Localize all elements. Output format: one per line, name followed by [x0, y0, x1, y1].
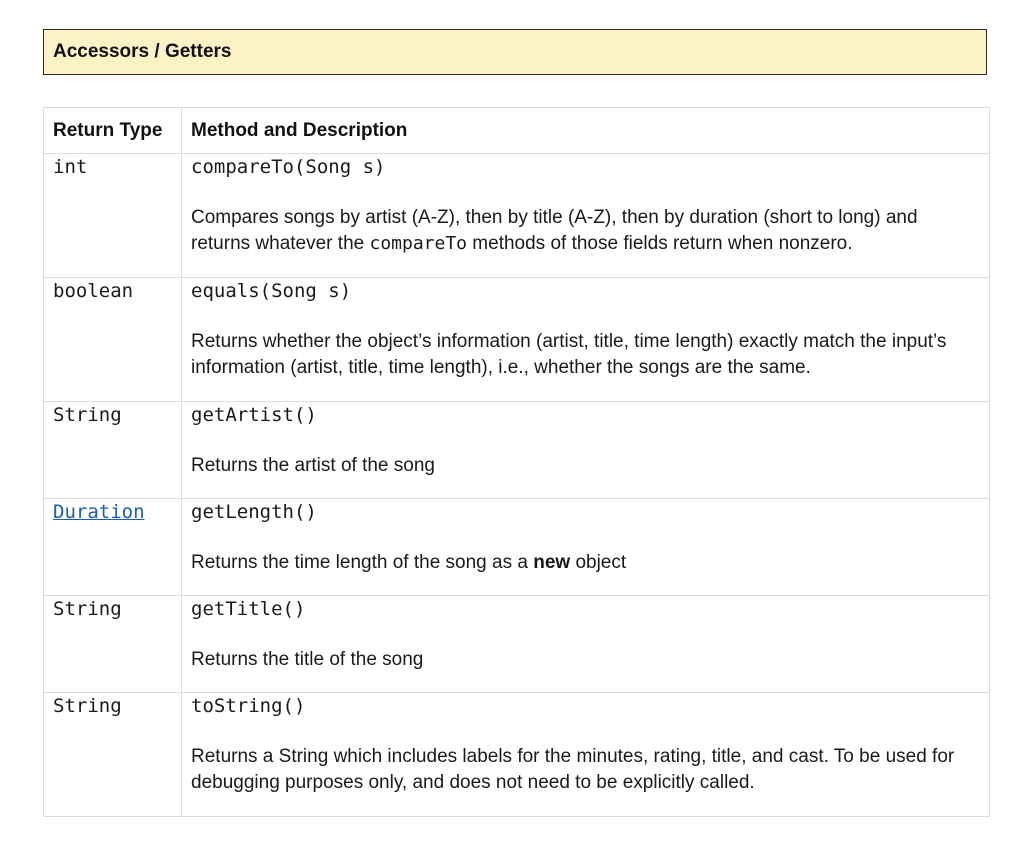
return-type-cell [44, 693, 182, 817]
return-type: String [53, 404, 122, 426]
return-type-cell [44, 499, 182, 596]
return-type: boolean [53, 280, 134, 302]
table-row [44, 278, 990, 402]
methods-table [43, 107, 990, 817]
return-type: String [53, 695, 122, 717]
method-cell [182, 693, 990, 817]
method-description: Returns the time length of the song as a new object [191, 552, 627, 573]
inline-code: compareTo [369, 233, 468, 254]
method-signature: getLength() [191, 501, 317, 523]
method-description: Compares songs by artist (A-Z), then by title (A-Z), then by duration (short to long) and returns whatever the compareTo methods of those fields return when nonzero. [191, 207, 918, 254]
method-signature: equals(Song s) [191, 280, 352, 302]
section-title: Accessors / Getters [53, 41, 232, 62]
method-description: Returns the title of the song [191, 649, 424, 670]
return-type-cell [44, 402, 182, 499]
method-description: Returns whether the object’s information (artist, title, time length) exactly match the input’s information (artist, title, time length), i.e., whether the songs are the same. [191, 331, 947, 378]
column-header-method-description: Method and Description [182, 108, 990, 154]
section-header [43, 29, 987, 75]
method-description: Returns the artist of the song [191, 455, 435, 476]
method-signature: toString() [191, 695, 306, 717]
method-cell [182, 499, 990, 596]
duration-type-link[interactable]: Duration [53, 501, 145, 523]
table-row [44, 402, 990, 499]
table-header-row [44, 108, 990, 154]
table-row [44, 693, 990, 817]
method-cell [182, 596, 990, 693]
table-row [44, 499, 990, 596]
return-type-cell [44, 154, 182, 278]
return-type-cell [44, 596, 182, 693]
return-type: int [53, 156, 88, 178]
method-cell [182, 402, 990, 499]
column-header-return-type: Return Type [44, 108, 182, 154]
method-cell [182, 154, 990, 278]
return-type: String [53, 598, 122, 620]
method-cell [182, 278, 990, 402]
table-row [44, 154, 990, 278]
method-signature: compareTo(Song s) [191, 156, 386, 178]
method-signature: getArtist() [191, 404, 317, 426]
method-signature: getTitle() [191, 598, 306, 620]
emphasis-text: new [533, 552, 571, 573]
method-description: Returns a String which includes labels for the minutes, rating, title, and cast. To be used for debugging purposes only, and does not need to be explicitly called. [191, 746, 955, 793]
return-type-cell [44, 278, 182, 402]
table-row [44, 596, 990, 693]
